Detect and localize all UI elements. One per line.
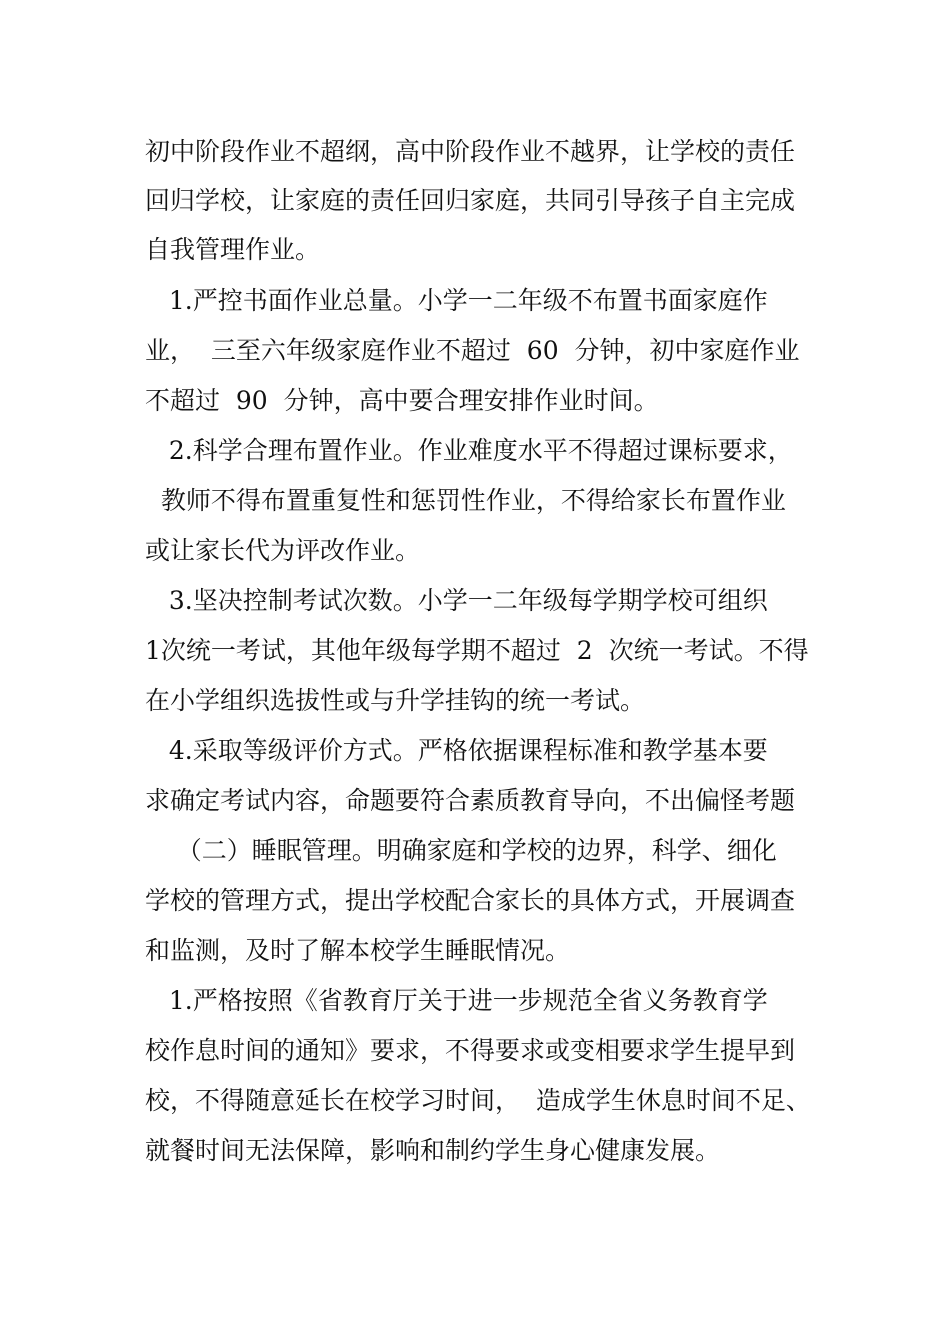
body-text-line: 求确定考试内容，命题要符合素质教育导向，不出偏怪考题 [145,786,796,815]
body-text-line: 就餐时间无法保障，影响和制约学生身心健康发展。 [145,1136,721,1165]
body-text-line: 在小学组织选拔性或与升学挂钩的统一考试。 [145,686,646,715]
body-text-line: 3.坚决控制考试次数。小学一二年级每学期学校可组织 [145,586,768,615]
body-text-line: 业， 三至六年级家庭作业不超过 60 分钟，初中家庭作业 [145,336,800,365]
body-text-line: 或让家长代为评改作业。 [145,536,421,565]
body-text-line: 自我管理作业。 [145,235,321,264]
body-text-line: 1次统一考试，其他年级每学期不超过 2 次统一考试。不得 [145,636,809,665]
body-text-line: 4.采取等级评价方式。严格依据课程标准和教学基本要 [145,736,768,765]
body-text-line: 校作息时间的通知》要求，不得要求或变相要求学生提早到 [145,1036,796,1065]
body-text-line: 教师不得布置重复性和惩罚性作业，不得给家长布置作业 [145,486,786,515]
body-text-line: 校，不得随意延长在校学习时间， 造成学生休息时间不足、 [145,1086,811,1115]
body-text-line: 不超过 90 分钟，高中要合理安排作业时间。 [145,386,659,415]
body-text-line: 2.科学合理布置作业。作业难度水平不得超过课标要求， [145,436,793,465]
body-text-line: 和监测，及时了解本校学生睡眠情况。 [145,936,571,965]
section-heading-line: （二）睡眠管理。明确家庭和学校的边界，科学、细化 [145,836,777,865]
body-text-line: 回归学校，让家庭的责任回归家庭，共同引导孩子自主完成 [145,186,796,215]
body-text-line: 初中阶段作业不超纲，高中阶段作业不越界，让学校的责任 [145,137,796,166]
body-text-line: 1.严格按照《省教育厅关于进一步规范全省义务教育学 [145,986,768,1015]
body-text-line: 学校的管理方式，提出学校配合家长的具体方式，开展调查 [145,886,796,915]
body-text-line: 1.严控书面作业总量。小学一二年级不布置书面家庭作 [145,286,768,315]
